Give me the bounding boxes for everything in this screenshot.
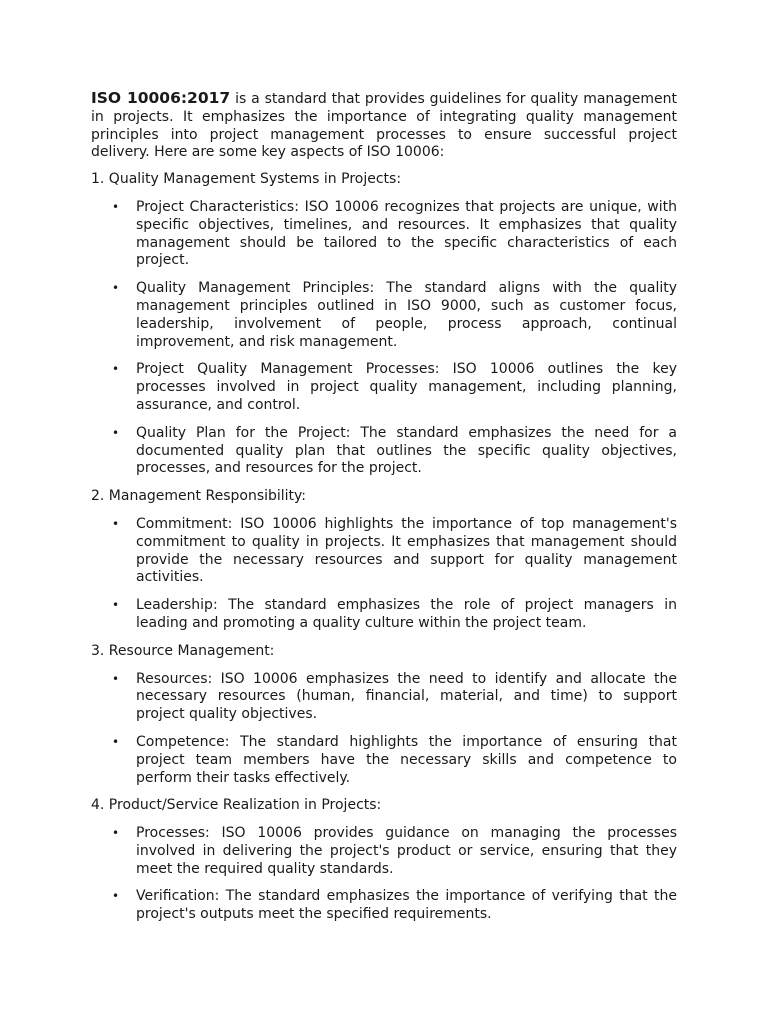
- bullet-icon: •: [112, 516, 120, 531]
- list-item: [112, 888, 677, 924]
- list-item-text: Competence: The standard highlights the importance of ensuring that project team members have the necessary skills and competence to perform their tasks effectively.: [136, 733, 677, 786]
- bullet-icon: •: [112, 281, 120, 296]
- bullet-icon: •: [112, 889, 120, 904]
- list-item: [112, 198, 677, 270]
- bullet-list: [91, 825, 677, 924]
- list-item: [112, 733, 677, 787]
- section-heading-product-service-realization: 4. Product/Service Realization in Projects:: [91, 797, 382, 814]
- list-item-text: Leadership: The standard emphasizes the role of project managers in leading and promoting a quality culture within the project team.: [136, 597, 677, 631]
- document-page: [91, 90, 677, 934]
- intro-text: is a standard that provides guidelines for quality management in projects. It emphasizes the importance of integrating quality management principles into project management processes to ensure successful project delivery. Here are some key aspects of ISO 10006:: [91, 91, 677, 161]
- bullet-list: [91, 199, 677, 478]
- bullet-icon: •: [112, 671, 120, 686]
- bullet-icon: •: [112, 826, 120, 841]
- bullet-list: [91, 516, 677, 633]
- section-heading-resource-management: 3. Resource Management:: [91, 642, 275, 659]
- list-item: [112, 361, 677, 414]
- list-item: [112, 424, 677, 478]
- section-heading-quality-management-systems: 1. Quality Management Systems in Projects:: [91, 171, 402, 188]
- list-item: [112, 280, 677, 351]
- list-item-text: Project Quality Management Processes: ISO 10006 outlines the key processes involved in project quality management, including planning, assurance, and control.: [136, 361, 677, 413]
- list-item: [112, 597, 677, 633]
- list-item-text: Project Characteristics: ISO 10006 recognizes that projects are unique, with specific objectives, timelines, and resources. It emphasizes that quality management should be tailored to the specific characteristics of each project.: [136, 198, 677, 269]
- list-item-text: Verification: The standard emphasizes the importance of verifying that the project's outputs meet the specified requirements.: [136, 888, 677, 923]
- list-item-text: Quality Plan for the Project: The standard emphasizes the need for a documented quality plan that outlines the specific quality objectives, processes, and resources for the project.: [136, 424, 677, 477]
- intro-title: ISO 10006:2017: [91, 89, 231, 107]
- list-item: [112, 515, 677, 587]
- bullet-icon: •: [112, 425, 120, 440]
- list-item-text: Processes: ISO 10006 provides guidance on managing the processes involved in delivering the project's product or service, ensuring that they meet the required quality standards.: [136, 825, 677, 877]
- bullet-icon: •: [112, 362, 120, 377]
- list-item-text: Resources: ISO 10006 emphasizes the need to identify and allocate the necessary resources (human, financial, material, and time) to support project quality objectives.: [136, 670, 677, 723]
- list-item-text: Quality Management Principles: The standard aligns with the quality management principles outlined in ISO 9000, such as customer focus, leadership, involvement of people, process approach, continual improvement, and risk management.: [136, 280, 677, 350]
- list-item-text: Commitment: ISO 10006 highlights the importance of top management's commitment to quality in projects. It emphasizes that management should provide the necessary resources and support for quality management activities.: [136, 515, 677, 586]
- bullet-icon: •: [112, 598, 120, 613]
- list-item: [112, 670, 677, 724]
- bullet-list: [91, 671, 677, 788]
- section-heading-management-responsibility: 2. Management Responsibility:: [91, 488, 307, 505]
- intro-paragraph: [91, 90, 677, 162]
- bullet-icon: •: [112, 734, 120, 749]
- bullet-icon: •: [112, 199, 120, 214]
- list-item: [112, 825, 677, 878]
